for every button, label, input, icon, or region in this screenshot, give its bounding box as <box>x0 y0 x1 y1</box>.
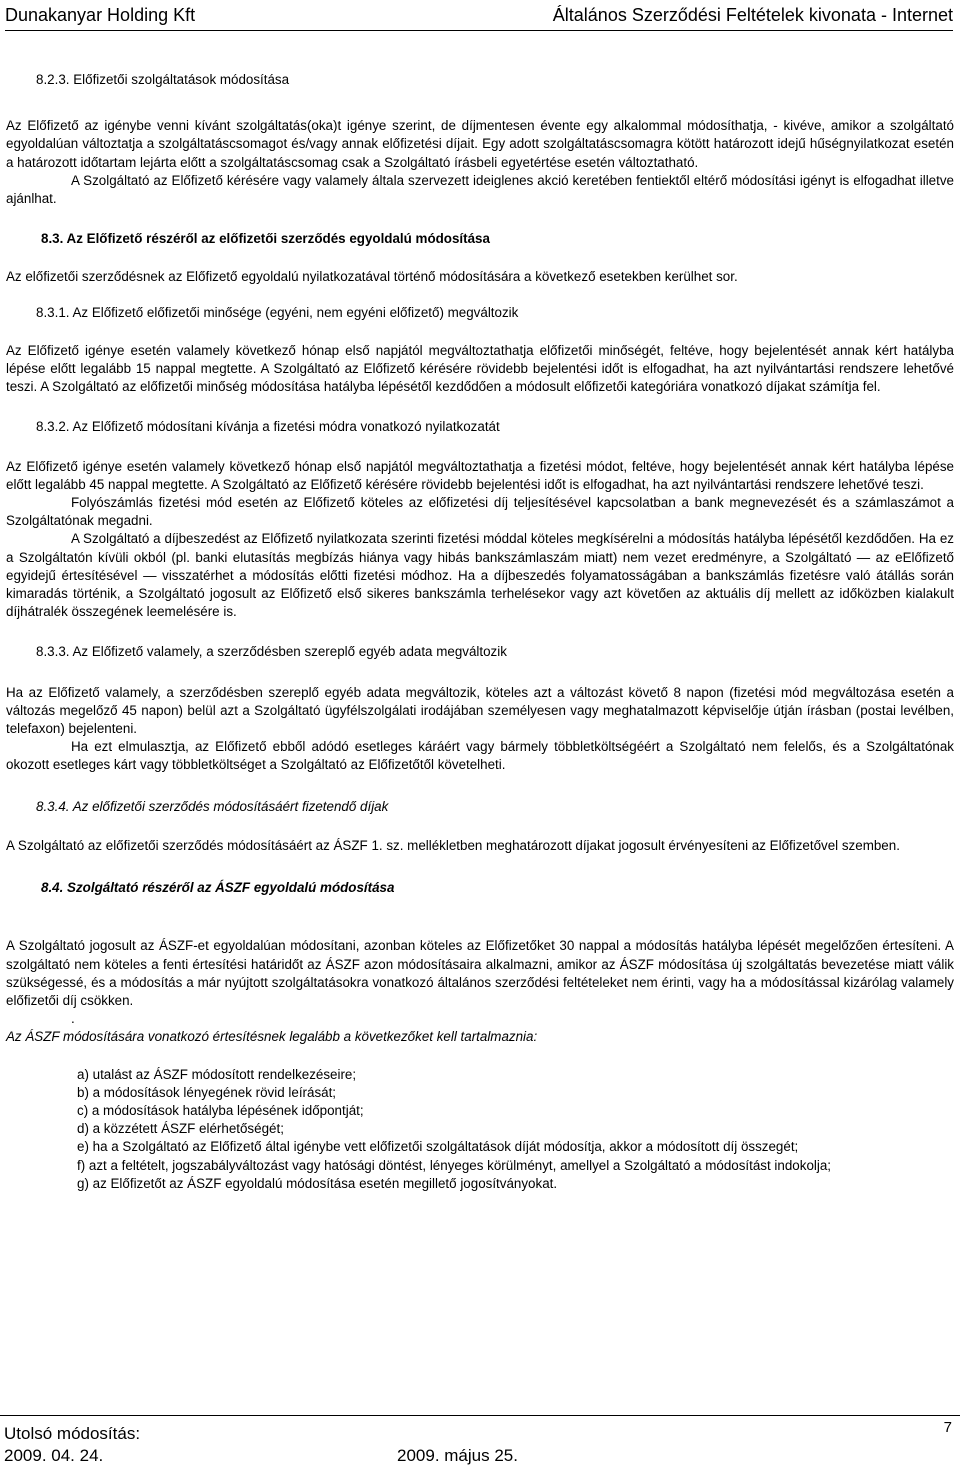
list-item: f) azt a feltételt, jogszabályváltozást vagy hatósági döntést, lényeges körülményt, amellyel a Szolgáltató a módosítást indokolja; <box>77 1157 832 1173</box>
section-8-3-1-heading: 8.3.1. Az Előfizető előfizetői minősége (egyéni, nem egyéni előfizető) megváltozik <box>36 304 519 320</box>
page-number: 7 <box>943 1419 952 1436</box>
section-8-3-3-paragraph: Ha az Előfizető valamely, a szerződésben szereplő egyéb adata megváltozik, köteles azt a változást követő 8 napon (fizetési mód megváltozása esetén a változás megelőző 45 napon) belül azt a Szolgáltató ügyfélszolgálati irodájában személyesen vagy meghatalmazott képviselője útján írásban (postai levélben, telefaxon) bejelenteni. <box>6 684 954 737</box>
section-8-3-paragraph: Az előfizetői szerződésnek az Előfizető egyoldalú nyilatkozatával történő módosítására a következő esetekben kerülhet sor. <box>6 269 738 285</box>
document-body <box>6 71 954 1193</box>
section-8-3-4-paragraph: A Szolgáltató az előfizetői szerződés módosításáért az ÁSZF 1. sz. mellékletben meghatározott díjakat jogosult érvényesíteni az Előfizetővel szemben. <box>6 837 900 853</box>
list-item: e) ha a Szolgáltató az Előfizető által igénybe vett előfizetői szolgáltatások díját módosítja, akkor a módosított díj összegét; <box>77 1139 799 1155</box>
section-8-3-3-paragraph: Ha ezt elmulasztja, az Előfizető ebből adódó esetleges káráért vagy bármely többletköltségéért a Szolgáltató nem felelős, és a Szolgáltatónak okozott esetleges kárt vagy többletköltséget a Szolgáltató az Előfizetőtől követelheti. <box>6 739 954 773</box>
list-item: c) a módosítások hatályba lépésének időpontját; <box>77 1102 364 1118</box>
list-item: g) az Előfizetőt az ÁSZF egyoldalú módosítása esetén megillető jogosítványokat. <box>77 1175 558 1191</box>
company-name: Dunakanyar Holding Kft <box>5 5 196 25</box>
section-8-3-2-heading: 8.3.2. Az Előfizető módosítani kívánja a fizetési módra vonatkozó nyilatkozatát <box>36 419 500 435</box>
list-item: a) utalást az ÁSZF módosított rendelkezéseire; <box>77 1066 357 1082</box>
section-8-2-3-paragraph: Az Előfizető az igénybe venni kívánt szolgáltatás(oka)t igénye szerint, de díjmentesen évente egy alkalommal módosíthatja, - kivéve, amikor a szolgáltató egyoldalúan változtatja a szolgáltatáscsomagot és/vagy annak előfizetési díjait. Egy adott szolgáltatáscsomagra kötött határozott idejű hűségnyilatkozat esetén a határozott időtartam lejárta előtt a szolgáltatáscsomag csak a Szolgáltató írásbeli egyetértése esetén változtatható. <box>6 118 954 170</box>
section-8-3-4-heading: 8.3.4. Az előfizetői szerződés módosításáért fizetendő díjak <box>36 798 389 814</box>
effective-date: 2009. május 25. <box>397 1446 518 1465</box>
section-8-4-paragraph: A Szolgáltató jogosult az ÁSZF-et egyoldalúan módosítani, azonban köteles az Előfizetőket 30 nappal a módosítás hatályba lépését megelőzően értesíteni. A szolgáltató nem köteles a fenti értesítési határidőt az ÁSZF azon módosításaira alkalmazni, amikor az ÁSZF módosítása új szolgáltatás bevezetése miatt válik szükségessé, és a módosítás a már nyújtott szolgáltatásokra vonatkozó általános szerződési feltételeket nem érinti, vagy ha a módosítással kizárólag valamely előfizetői díj csökken. <box>6 938 954 1008</box>
list-item: b) a módosítások lényegének rövid leírását; <box>77 1084 337 1100</box>
section-8-3-2-paragraph: Az Előfizető igénye esetén valamely következő hónap első napjától megváltoztathatja a fizetési módot, feltéve, hogy bejelentését annak kért hatályba lépése előtt legalább 45 nappal megtette. A Szolgáltató az Előfizető kérésére rövidebb bejelentési időt is elfogadhat, ha azt nyilvántartási rendszere lehetővé teszi. <box>6 458 954 492</box>
section-8-2-3-heading: 8.2.3. Előfizetői szolgáltatások módosítása <box>36 72 290 87</box>
notification-requirements-list <box>6 1066 954 1193</box>
section-8-4-heading: 8.4. Szolgáltató részéről az ÁSZF egyoldalú módosítása <box>41 880 395 896</box>
page-footer <box>0 1410 960 1465</box>
section-8-2-3-paragraph: A Szolgáltató az Előfizető kérésére vagy valamely általa szervezett ideiglenes akció keretében fentiektől eltérő módosítási igényt is elfogadhat illetve ajánlhat. <box>6 172 954 207</box>
section-8-4-dot: . <box>71 1011 75 1027</box>
list-item: d) a közzétett ÁSZF elérhetőségét; <box>77 1121 284 1137</box>
last-modified-date: 2009. 04. 24. <box>4 1446 104 1465</box>
section-8-3-2-paragraph: Folyószámlás fizetési mód esetén az Előfizető köteles az előfizetési díj teljesítésével kapcsolatban a bank megnevezését és a számlaszámot a Szolgáltatónak megadni. <box>6 495 954 529</box>
section-8-4-list-intro: Az ÁSZF módosítására vonatkozó értesítésnek legalább a következőket kell tartalmaznia: <box>6 1029 538 1045</box>
page-header <box>5 2 953 30</box>
section-8-3-1-paragraph: Az Előfizető igénye esetén valamely következő hónap első napjától megváltoztathatja előfizetői minőségét, feltéve, hogy bejelentését annak kért hatályba lépése előtt legalább 15 nappal megtette. A Szolgáltató az Előfizető kérésére rövidebb bejelentési időt is elfogadhat, ha azt nyilvántartási rendszere lehetővé teszi. A Szolgáltató az előfizetői minőség módosítása hatályba lépésétől kezdődően a módosult előfizetői kategóriára vonatkozó díjakat számítja fel. <box>6 342 954 395</box>
section-8-3-3-heading: 8.3.3. Az Előfizető valamely, a szerződésben szereplő egyéb adata megváltozik <box>36 644 507 660</box>
last-modified-label: Utolsó módosítás: <box>4 1424 141 1443</box>
header-rule <box>5 30 953 31</box>
section-8-3-2-paragraph: A Szolgáltató a díjbeszedést az Előfizető nyilatkozata szerinti fizetési móddal köteles megkísérelni a módosítás hatályba lépésétől kezdődően. Ha ez a Szolgáltatón kívüli okból (pl. banki elutasítás megbízás hiánya vagy hibás bankszámlaszám miatt) nem vezet eredményre, a Szolgáltató — az eElőfizető egyidejű értesítésével — visszatérhet a módosítás előtti fizetési módhoz. Ha a díjbeszedés folyamatosságában a bankszámlás fizetésre való átállás során kimaradás történik, a Szolgáltató jogosult az Előfizető első sikeres bankszámla terhelésekor vagy azt követően az aktuális díj mellett az időközben kialakult díjhátralék összegének leemelésére is. <box>6 531 954 620</box>
document-title: Általános Szerződési Feltételek kivonata - Internet <box>552 5 953 25</box>
section-8-3-heading: 8.3. Az Előfizető részéről az előfizetői szerződés egyoldalú módosítása <box>41 231 490 247</box>
footer-rule <box>0 1415 960 1416</box>
